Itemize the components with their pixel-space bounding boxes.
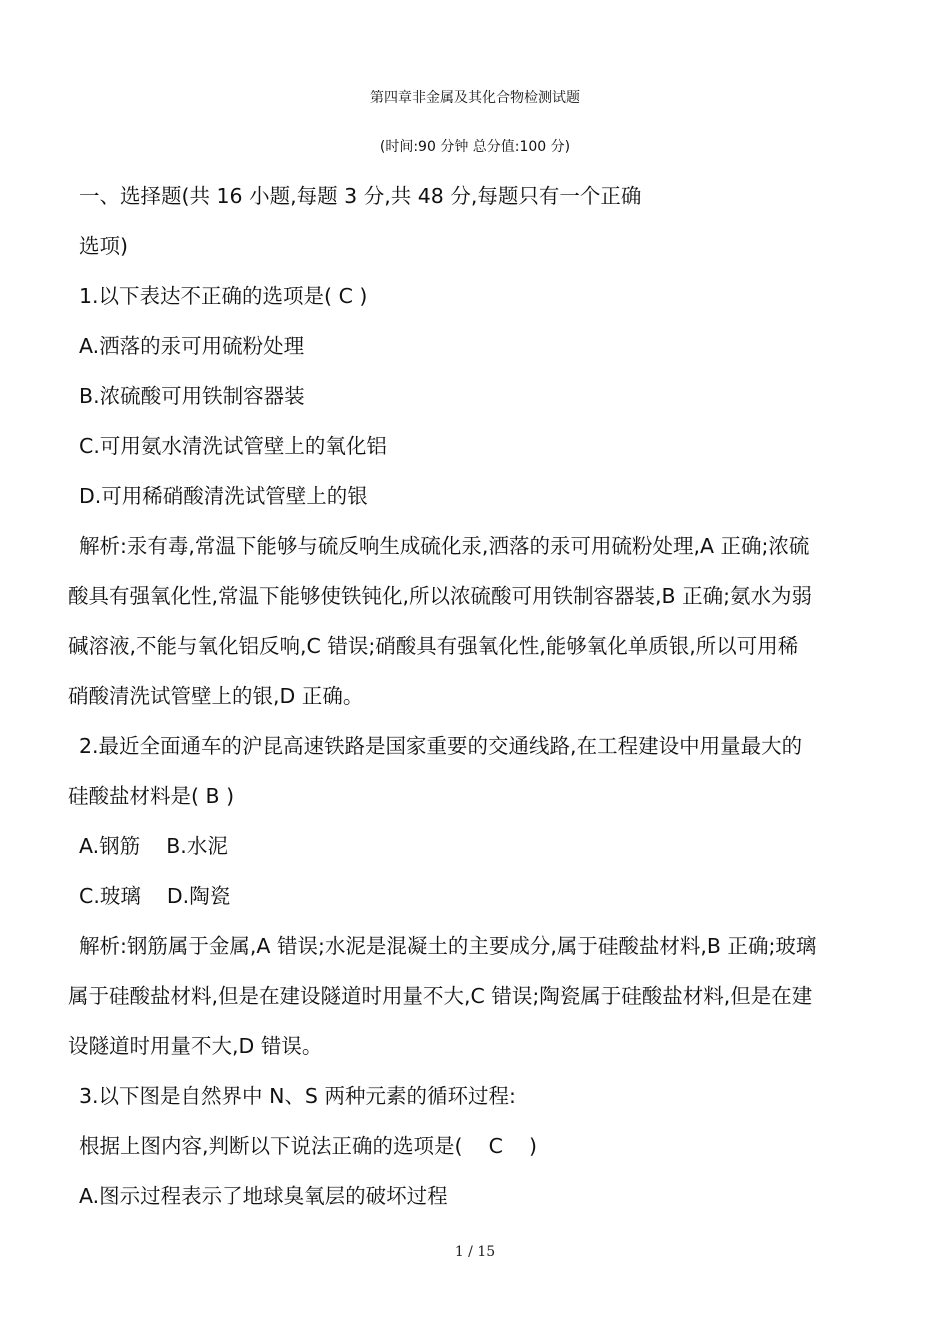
page-number: 1 / 15 — [454, 1244, 496, 1260]
question-3-stem-continued: 根据上图内容,判断以下说法正确的选项是( C ) — [79, 1134, 537, 1158]
question-2-analysis: 属于硅酸盐材料,但是在建设隧道时用量不大,C 错误;陶瓷属于硅酸盐材料,但是在建 — [68, 984, 813, 1008]
document-title: 第四章非金属及其化合物检测试题 — [370, 90, 580, 106]
question-1-stem: 1.以下表达不正确的选项是( C ) — [79, 284, 368, 308]
question-1-option-a: A.洒落的汞可用硫粉处理 — [79, 334, 305, 358]
question-3-stem: 3.以下图是自然界中 N、S 两种元素的循环过程: — [79, 1084, 516, 1108]
question-1-option-b: B.浓硫酸可用铁制容器装 — [79, 384, 305, 408]
question-2-analysis: 解析:钢筋属于金属,A 错误;水泥是混凝土的主要成分,属于硅酸盐材料,B 正确;玻璃 — [79, 934, 817, 958]
question-2-options-ab: A.钢筋 B.水泥 — [79, 834, 228, 858]
section-heading-continued: 选项) — [79, 234, 128, 258]
question-3-option-a: A.图示过程表示了地球臭氧层的破坏过程 — [79, 1184, 448, 1208]
question-1-analysis: 解析:汞有毒,常温下能够与硫反响生成硫化汞,洒落的汞可用硫粉处理,A 正确;浓硫 — [79, 534, 810, 558]
question-2-analysis: 设隧道时用量不大,D 错误。 — [68, 1034, 323, 1058]
section-heading: 一、选择题(共 16 小题,每题 3 分,共 48 分,每题只有一个正确 — [79, 184, 642, 208]
question-1-analysis: 酸具有强氧化性,常温下能够使铁钝化,所以浓硫酸可用铁制容器装,B 正确;氨水为弱 — [68, 584, 813, 608]
question-2-stem-continued: 硅酸盐材料是( B ) — [68, 784, 235, 808]
document-subtitle: (时间:90 分钟 总分值:100 分) — [379, 139, 571, 155]
question-1-option-d: D.可用稀硝酸清洗试管壁上的银 — [79, 484, 368, 508]
question-1-analysis: 碱溶液,不能与氧化铝反响,C 错误;硝酸具有强氧化性,能够氧化单质银,所以可用稀 — [68, 634, 799, 658]
question-1-option-c: C.可用氨水清洗试管壁上的氧化铝 — [79, 434, 387, 458]
question-1-analysis: 硝酸清洗试管壁上的银,D 正确。 — [68, 684, 364, 708]
question-2-options-cd: C.玻璃 D.陶瓷 — [79, 884, 231, 908]
question-2-stem: 2.最近全面通车的沪昆高速铁路是国家重要的交通线路,在工程建设中用量最大的 — [79, 734, 803, 758]
